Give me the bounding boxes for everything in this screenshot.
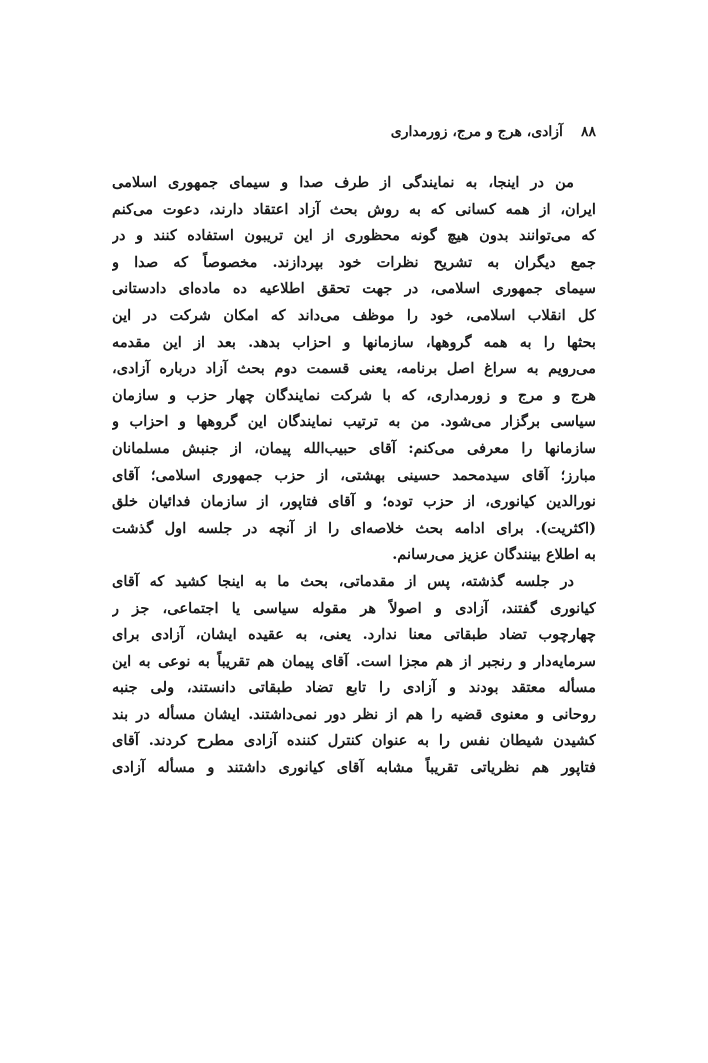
text-line: مبارز؛ آقای سیدمحمد حسینی بهشتی، از حزب جمهوری اسلامی؛ آقای [112,466,596,484]
text-line: کل انقلاب اسلامی، خود را موظف می‌داند که امکان شرکت در این [112,306,596,324]
text-line: سیاسی برگزار می‌شود. من به ترتیب نمایندگان این گروهها و احزاب و [112,413,596,431]
text-line: کشیدن شیطان نفس را به عنوان کنترل کننده آزادی مطرح کردند. آقای [112,732,596,750]
text-line: که می‌توانند بدون هیچ گونه محظوری از این تریبون استفاده کنند و در [112,227,596,245]
paragraph [112,569,596,782]
text-line: هرج و مرج و زورمداری، که با شرکت نمایندگان چهار حزب و سازمان [112,386,596,404]
text-line: مسأله معتقد بودند و آزادی را تابع تضاد طبقاتی دانستند، ولی جنبه [112,679,596,697]
text-line: جمع دیگران به تشریح نظرات خود بپردازند. مخصوصاً که صدا و [112,253,596,271]
text-line: کیانوری گفتند، آزادی و اصولاً هر مقوله سیاسی یا اجتماعی، جز ر [112,599,596,617]
text-line: روحانی و معنوی قضیه را هم از نظر دور نمی‌داشتند. ایشان مسأله در بند [112,705,596,723]
text-line: ایران، از همه کسانی که به روش بحث آزاد اعتقاد دارند، دعوت می‌کنم [112,200,596,218]
page-number: ۸۸ [580,124,596,140]
text-line: سرمایه‌دار و رنجبر از هم مجزا است. آقای پیمان هم تقریباً به نوعی به این [112,652,596,670]
page-header [112,118,596,146]
text-line: بحثها را به همه گروهها، سازمانها و احزاب بدهد. بعد از این مقدمه [112,333,596,351]
body-text [112,170,596,782]
text-line: می‌رویم به سراغ اصل برنامه، یعنی قسمت دوم بحث آزاد درباره آزادی، [112,360,596,378]
text-line: (اکثریت). برای ادامه بحث خلاصه‌ای را از آنچه در جلسه اول گذشت [112,519,596,537]
text-line: چهارچوب تضاد طبقاتی معنا ندارد. یعنی، به عقیده ایشان، آزادی برای [112,626,596,644]
text-line: در جلسه گذشته، پس از مقدماتی، بحث ما به اینجا کشید که آقای [112,572,574,590]
text-line: نورالدین کیانوری، از حزب توده؛ و آقای فتاپور، از سازمان فدائیان خلق [112,493,596,511]
text-line: به اطلاع بینندگان عزیز می‌رسانم. [392,546,596,564]
running-title: آزادی، هرج و مرج، زورمداری [390,124,563,140]
text-line: سازمانها را معرفی می‌کنم: آقای حبیب‌الله پیمان، از جنبش مسلمانان [112,439,596,457]
text-line: سیمای جمهوری اسلامی، در جهت تحقق اطلاعیه ده ماده‌ای دادستانی [112,280,596,298]
text-line: من در اینجا، به نمایندگی از طرف صدا و سیمای جمهوری اسلامی [112,174,574,191]
text-line: فتاپور هم نظریاتی تقریباً مشابه آقای کیانوری داشتند و مسأله آزادی [112,759,596,777]
book-page [112,0,596,1063]
paragraph [112,170,596,569]
